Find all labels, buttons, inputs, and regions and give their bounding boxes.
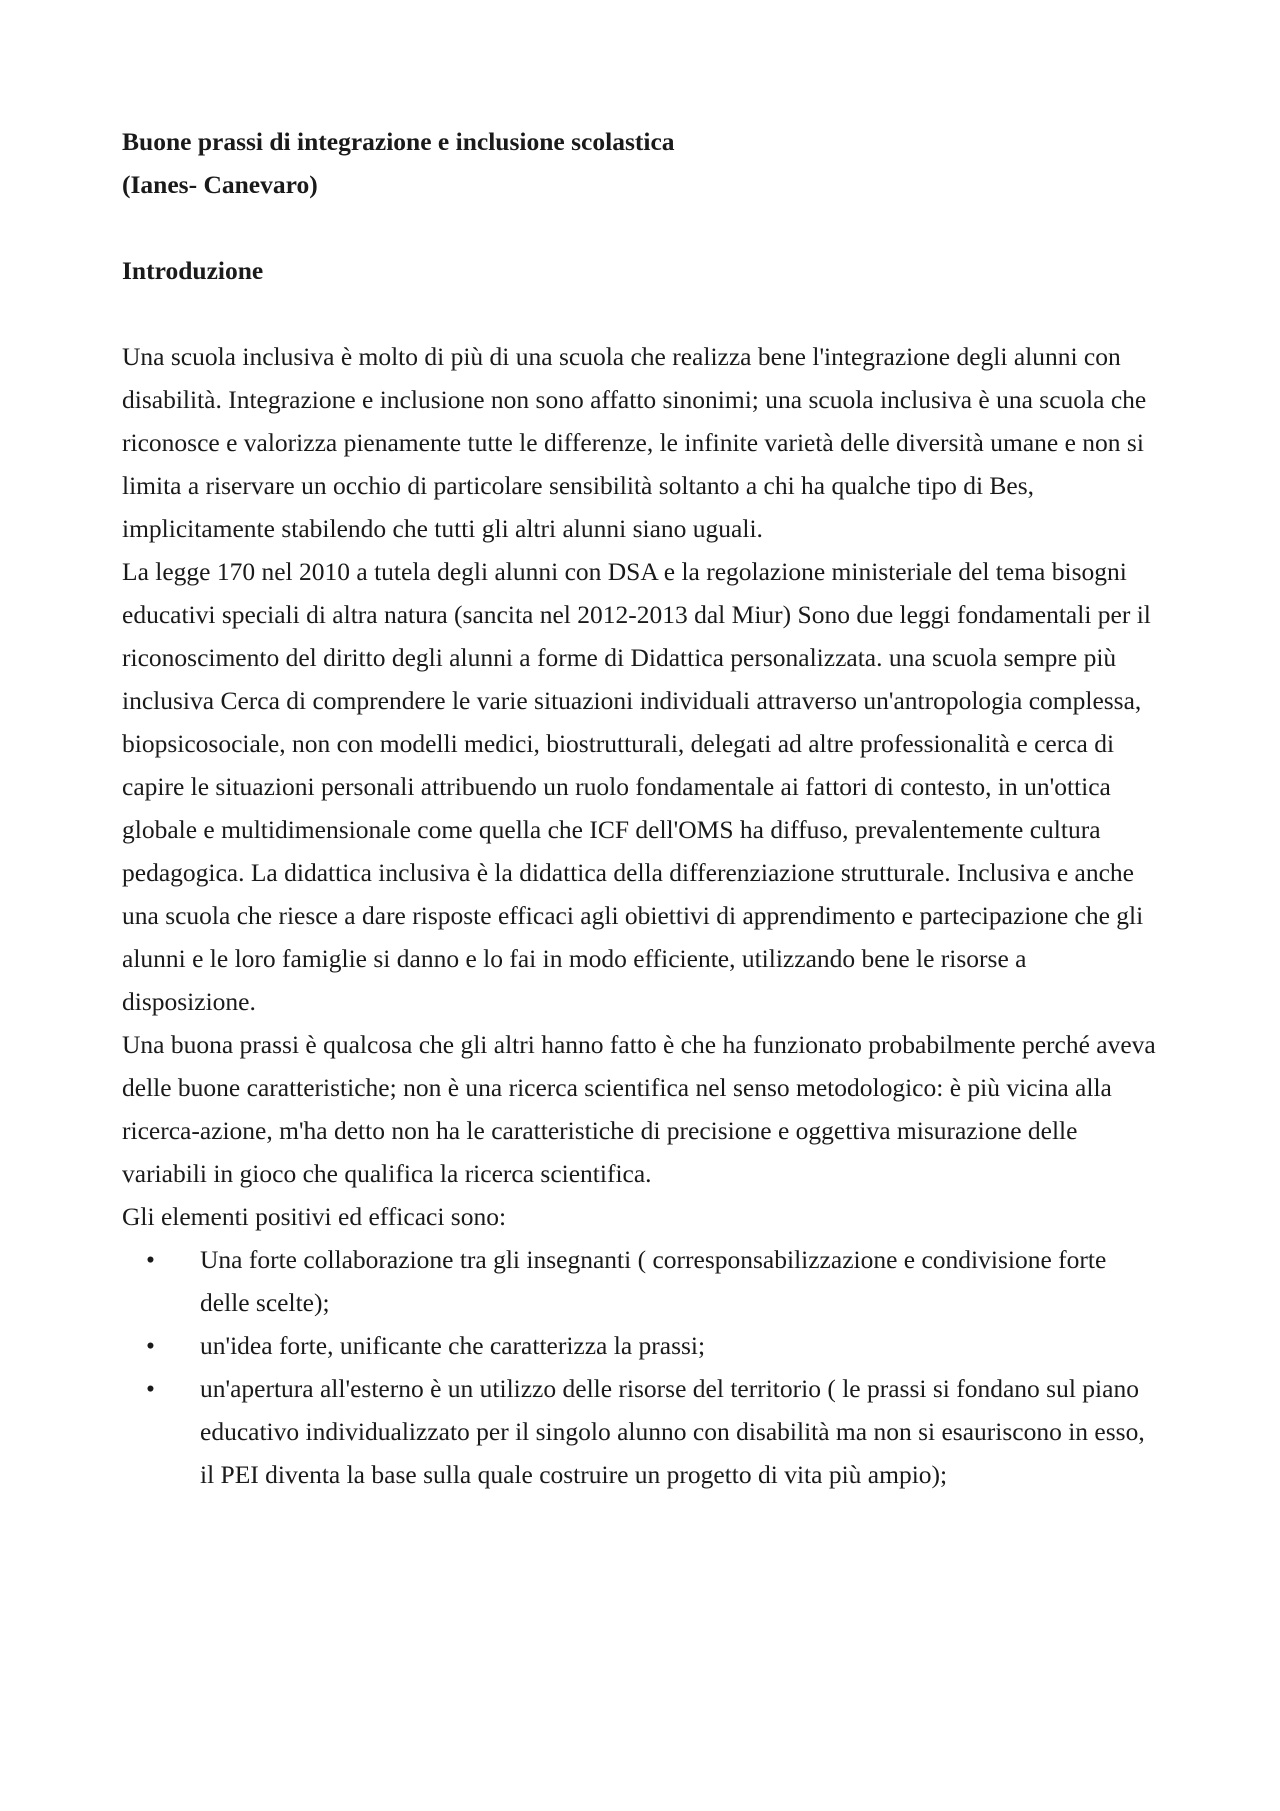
list-item (122, 1367, 1162, 1496)
bullet-icon: • (146, 1331, 155, 1360)
paragraph: Una scuola inclusiva è molto di più di una scuola che realizza bene l'integrazione degli alunni con disabilità. Integrazione e inclusione non sono affatto sinonimi; una scuola inclusiva è una scuola che riconosce e valorizza pienamente tutte le differenze, le infinite varietà delle diversità umane e non si limita a riservare un occhio di particolare sensibilità soltanto a chi ha qualche tipo di Bes, implicitamente stabilendo che tutti gli altri alunni siano uguali. (122, 342, 1147, 543)
paragraph: Gli elementi positivi ed efficaci sono: (122, 1202, 507, 1231)
bullet-icon: • (146, 1245, 155, 1274)
document-page (122, 120, 1162, 1496)
bullet-list (122, 1238, 1162, 1496)
section-heading: Introduzione (122, 256, 264, 285)
list-item (122, 1238, 1162, 1324)
bullet-icon: • (146, 1374, 155, 1403)
document-authors: (Ianes- Canevaro) (122, 170, 318, 199)
list-item-text: un'apertura all'esterno è un utilizzo delle risorse del territorio ( le prassi si fondano sul piano educativo individualizzato per il singolo alunno con disabilità ma non si esauriscono in esso, il PEI diventa la base sulla quale costruire un progetto di vita più ampio); (200, 1374, 1145, 1489)
list-item (122, 1324, 1162, 1367)
blank-line (122, 292, 1162, 335)
list-item-text: Una forte collaborazione tra gli insegnanti ( corresponsabilizzazione e condivisione forte delle scelte); (200, 1245, 1107, 1317)
paragraph: La legge 170 nel 2010 a tutela degli alunni con DSA e la regolazione ministeriale del tema bisogni educativi speciali di altra natura (sancita nel 2012-2013 dal Miur) Sono due leggi fondamentali per il riconoscimento del diritto degli alunni a forme di Didattica personalizzata. una scuola sempre più inclusiva Cerca di comprendere le varie situazioni individuali attraverso un'antropologia complessa, biopsicosociale, non con modelli medici, biostrutturali, delegati ad altre professionalità e cerca di capire le situazioni personali attribuendo un ruolo fondamentale ai fattori di contesto, in un'ottica globale e multidimensionale come quella che ICF dell'OMS ha diffuso, prevalentemente cultura pedagogica. La didattica inclusiva è la didattica della differenziazione strutturale. Inclusiva e anche una scuola che riesce a dare risposte efficaci agli obiettivi di apprendimento e partecipazione che gli alunni e le loro famiglie si danno e lo fai in modo efficiente, utilizzando bene le risorse a disposizione. (122, 557, 1151, 1016)
document-title: Buone prassi di integrazione e inclusione scolastica (122, 127, 675, 156)
list-item-text: un'idea forte, unificante che caratterizza la prassi; (200, 1331, 706, 1360)
paragraph: Una buona prassi è qualcosa che gli altri hanno fatto è che ha funzionato probabilmente perché aveva delle buone caratteristiche; non è una ricerca scientifica nel senso metodologico: è più vicina alla ricerca-azione, m'ha detto non ha le caratteristiche di precisione e oggettiva misurazione delle variabili in gioco che qualifica la ricerca scientifica. (122, 1030, 1156, 1188)
